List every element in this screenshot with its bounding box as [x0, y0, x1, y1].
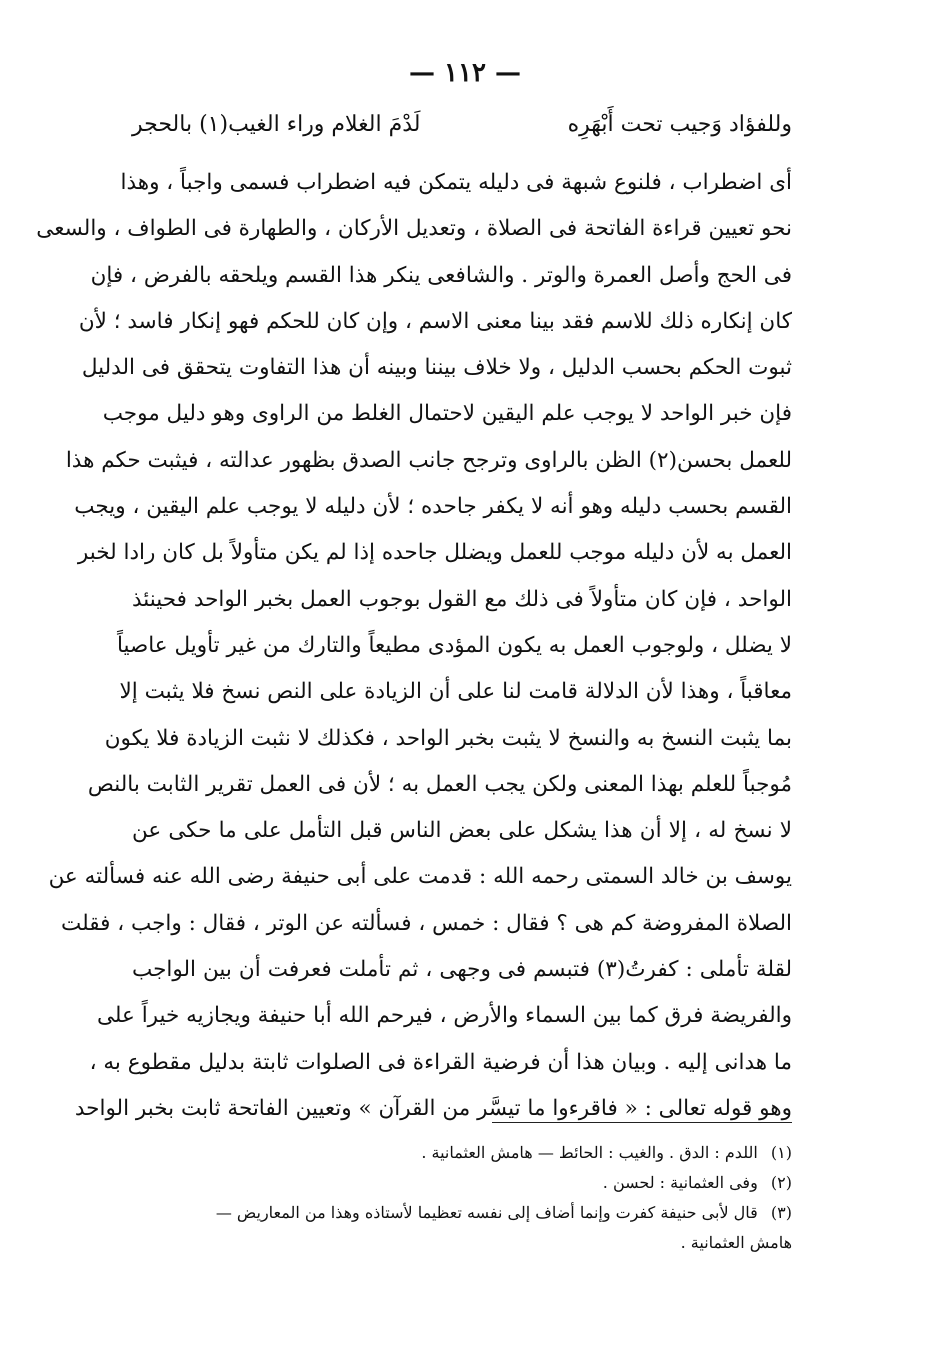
- text-line: نحو تعيين قراءة الفاتحة فى الصلاة ، وتعديل الأركان ، والطهارة فى الطواف ، والسعى: [36, 216, 792, 242]
- page-number: — ١١٢ —: [408, 58, 522, 88]
- text-line: العمل به لأن دليله موجب للعمل ويضلل جاحده إذا لم يكن متأولاً بل كان رادا لخبر: [77, 540, 792, 566]
- footnote-item: [112, 1198, 792, 1228]
- text-line: لقلة تأملى : كفرتُ(٣) فتبسم فى وجهى ، ثم تأملت فعرفت أن بين الواجب: [132, 957, 792, 983]
- verse-first-hemistich: وللفؤاد وَجيب تحت أَبْهَرِه: [567, 112, 792, 137]
- footnote-text: هامش العثمانية .: [680, 1233, 792, 1252]
- text-line: فى الحج وأصل العمرة والوتر . والشافعى ينكر هذا القسم ويلحقه بالفرض ، فإن: [90, 262, 792, 288]
- footnote-text: وفى العثمانية : لحسن .: [602, 1173, 758, 1192]
- text-line: كان إنكاره ذلك للاسم فقد بينا معنى الاسم ، وإن كان للحكم فهو إنكار فاسد ؛ لأن: [78, 308, 792, 334]
- text-line: ما هدانى إليه . وبيان هذا أن فرضية القراءة فى الصلوات ثابتة بدليل مقطوع به ،: [89, 1049, 792, 1075]
- text-line: يوسف بن خالد السمتى رحمه الله : قدمت على أبى حنيفة رضى الله عنه فسألته عن: [48, 864, 792, 890]
- text-line: بما يثبت النسخ به والنسخ لا يثبت بخبر الواحد ، فكذلك لا نثبت الزيادة فلا يكون: [104, 725, 792, 751]
- text-line: وهو قوله تعالى : « فاقرءوا ما تيسَّر من القرآن » وتعيين الفاتحة ثابت بخبر الواحد: [74, 1095, 792, 1121]
- text-line: للعمل بحسن(٢) الظن بالراوى وترجح جانب الصدق بظهور عدالته ، فيثبت حكم هذا: [65, 447, 792, 473]
- footnote-number: (٣): [770, 1203, 792, 1222]
- footnote-item: [112, 1168, 792, 1198]
- footnote-number: (٢): [770, 1173, 792, 1192]
- text-line: الواحد ، فإن كان متأولاً فى ذلك مع القول بوجوب العمل بخبر الواحد فحينئذ: [132, 586, 792, 612]
- text-line: مُوجباً للعلم بهذا المعنى ولكن يجب العمل به ؛ لأن فى العمل تقرير الثابت بالنص: [87, 771, 792, 797]
- text-line: معاقباً ، وهذا لأن الدلالة قامت لنا على أن الزيادة على النص نسخ فلا يثبت إلا: [119, 679, 792, 705]
- text-line: الصلاة المفروضة كم هى ؟ فقال : خمس ، فسألته عن الوتر ، فقال : واجب ، فقلت: [61, 910, 792, 936]
- footnote-item: [112, 1138, 792, 1168]
- footnote-number: (١): [770, 1143, 792, 1162]
- footnote-divider: [492, 1122, 792, 1123]
- verse-second-hemistich: لَدْمَ الغلام وراء الغيب(١) بالحجر: [132, 112, 421, 137]
- text-line: ثبوت الحكم بحسب الدليل ، ولا خلاف بيننا وبينه أن هذا التفاوت يتحقق فى الدليل: [81, 355, 792, 381]
- poetry-verse: [132, 112, 792, 137]
- footnotes: [112, 1138, 792, 1258]
- body-text: [36, 160, 792, 1132]
- text-line: والفريضة فرق كما بين السماء والأرض ، فيرحم الله أبا حنيفة ويجازيه خيراً على: [97, 1003, 792, 1029]
- footnote-text: قال لأبى حنيفة كفرت وإنما أضاف إلى نفسه تعظيما لأستاذه وهذا من المعاريض —: [215, 1203, 758, 1222]
- text-line: القسم بحسب دليله وهو أنه لا يكفر جاحده ؛ لأن دليله لا يوجب علم اليقين ، ويجب: [74, 494, 792, 520]
- text-line: فإن خبر الواحد لا يوجب علم اليقين لاحتمال الغلط من الراوى وهو دليل موجب: [102, 401, 792, 427]
- text-line: لا يضلل ، ولوجوب العمل به يكون المؤدى مطيعاً والتارك من غير تأويل عاصياً: [116, 632, 792, 658]
- footnote-continuation: [112, 1228, 792, 1258]
- text-line: أى اضطراب ، فلنوع شبهة فى دليله يتمكن فيه اضطراب فسمى واجباً ، وهذا: [120, 170, 792, 195]
- text-line: لا نسخ له ، إلا أن هذا يشكل على بعض الناس قبل التأمل على ما حكى عن: [132, 818, 792, 844]
- footnote-text: اللدم : الدق . والغيب : الحائط — هامش العثمانية .: [421, 1143, 758, 1162]
